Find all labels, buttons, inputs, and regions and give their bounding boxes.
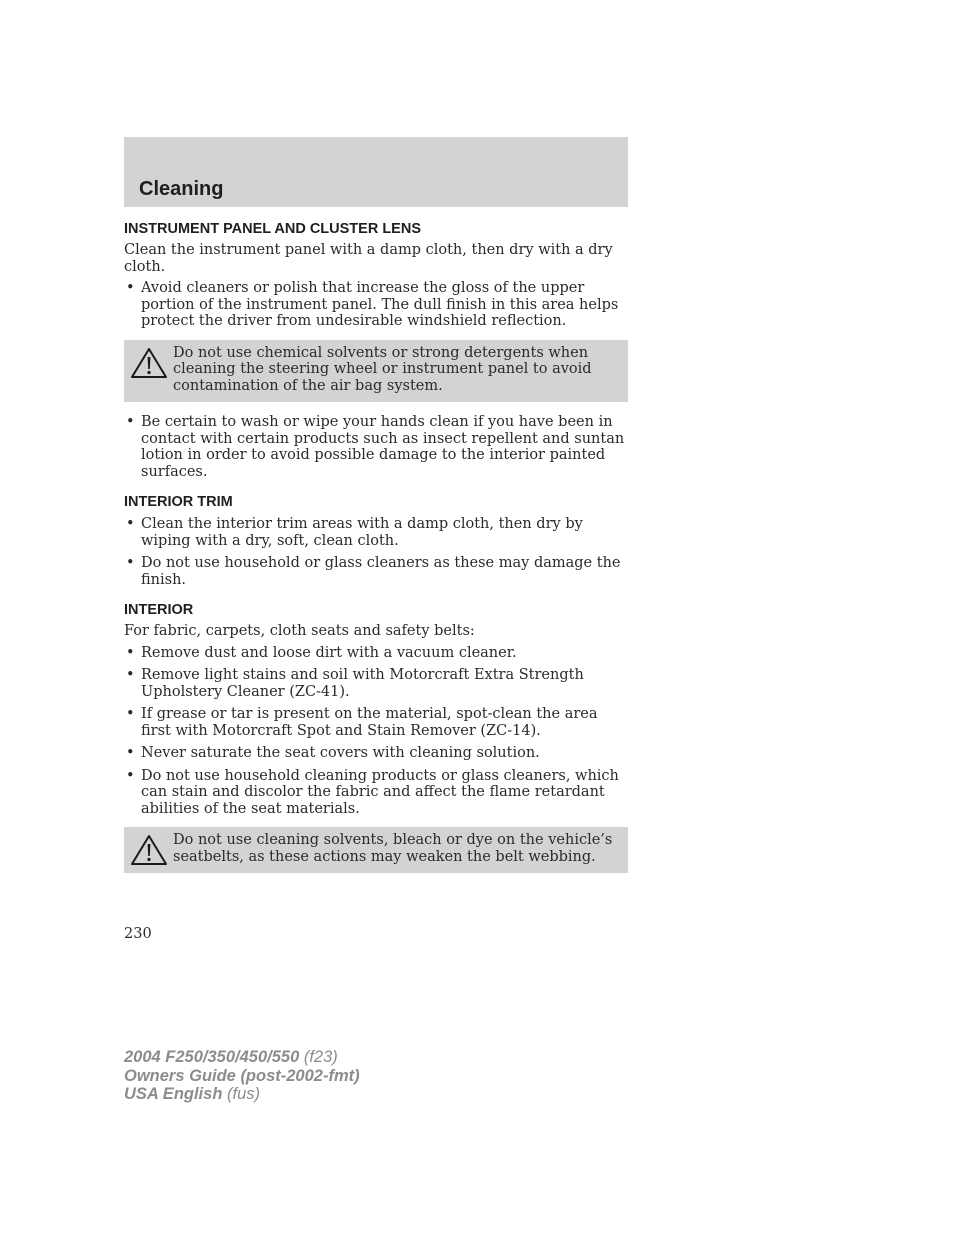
document-footer: [124, 1048, 360, 1104]
footer-line-1: [124, 1048, 360, 1067]
bullet-dot: •: [126, 555, 135, 571]
list-item: [124, 516, 628, 549]
warning-text: Do not use cleaning solvents, bleach or dye on the vehicle’s seatbelts, as these actions may weaken the belt webbing.: [173, 832, 613, 865]
list-item-text: If grease or tar is present on the material, spot-clean the area first with Motorcraft Spot and Stain Remover (ZC-14).: [141, 706, 598, 739]
interior-trim-bullets: [124, 516, 628, 588]
list-item: [124, 667, 628, 700]
page-title: Cleaning: [139, 178, 224, 200]
list-item-text: Clean the interior trim areas with a damp cloth, then dry by wiping with a dry, soft, clean cloth.: [141, 516, 583, 549]
list-item: [124, 280, 628, 330]
footer-model-code: (f23): [299, 1048, 338, 1066]
footer-guide: Owners Guide (post-2002-fmt): [124, 1066, 360, 1085]
list-item-text: Be certain to wash or wipe your hands clean if you have been in contact with certain products such as insect repellent and suntan lotion in order to avoid possible damage to the interior painted surfaces.: [141, 414, 625, 480]
list-item-text: Remove light stains and soil with Motorcraft Extra Strength Upholstery Cleaner (ZC-41).: [141, 667, 584, 700]
warning-text: Do not use chemical solvents or strong detergents when cleaning the steering wheel or instrument panel to avoid contamination of the air bag system.: [173, 344, 592, 394]
heading-interior: INTERIOR: [124, 602, 194, 618]
bullet-dot: •: [126, 667, 135, 683]
list-item: [124, 745, 628, 762]
footer-line-3: [124, 1085, 360, 1104]
footer-language: USA English: [124, 1085, 223, 1103]
page-number: 230: [124, 926, 152, 942]
heading-interior-trim: INTERIOR TRIM: [124, 494, 233, 510]
section-header-band: [124, 137, 628, 207]
bullet-dot: •: [126, 644, 135, 661]
footer-line-2: [124, 1067, 360, 1086]
list-item: [124, 555, 628, 588]
bullet-dot: •: [126, 745, 135, 761]
interior-bullets: [124, 645, 628, 818]
warning-triangle-icon: [130, 347, 168, 379]
warning-box-seatbelts: [124, 827, 628, 873]
warning-box-airbag: [124, 340, 628, 403]
list-item-text: Remove dust and loose dirt with a vacuum cleaner.: [141, 644, 517, 661]
list-item-text: Avoid cleaners or polish that increase the gloss of the upper portion of the instrument panel. The dull finish in this area helps protect the driver from undesirable windshield reflection.: [141, 280, 619, 329]
interior-intro: For fabric, carpets, cloth seats and safety belts:: [124, 623, 475, 639]
instrument-intro: Clean the instrument panel with a damp cloth, then dry with a dry cloth.: [124, 242, 613, 275]
bullet-dot: •: [126, 706, 135, 722]
list-item: [124, 768, 628, 818]
heading-instrument-panel: INSTRUMENT PANEL AND CLUSTER LENS: [124, 221, 421, 237]
instrument-bullets-2: [124, 414, 628, 480]
list-item-text: Do not use household or glass cleaners as these may damage the finish.: [141, 555, 621, 588]
warning-triangle-icon: [130, 834, 168, 866]
list-item: [124, 414, 628, 480]
main-content: [124, 220, 628, 885]
list-item: [124, 645, 628, 662]
list-item: [124, 706, 628, 739]
footer-language-code: (fus): [222, 1085, 260, 1103]
list-item-text: Do not use household cleaning products or glass cleaners, which can stain and discolor the fabric and affect the flame retardant abilities of the seat materials.: [141, 767, 619, 817]
bullet-dot: •: [126, 767, 135, 784]
bullet-dot: •: [126, 516, 135, 532]
instrument-bullets: [124, 280, 628, 330]
bullet-dot: •: [126, 280, 135, 296]
list-item-text: Never saturate the seat covers with cleaning solution.: [141, 745, 540, 761]
bullet-dot: •: [126, 414, 135, 430]
footer-model: 2004 F250/350/450/550: [124, 1048, 300, 1066]
